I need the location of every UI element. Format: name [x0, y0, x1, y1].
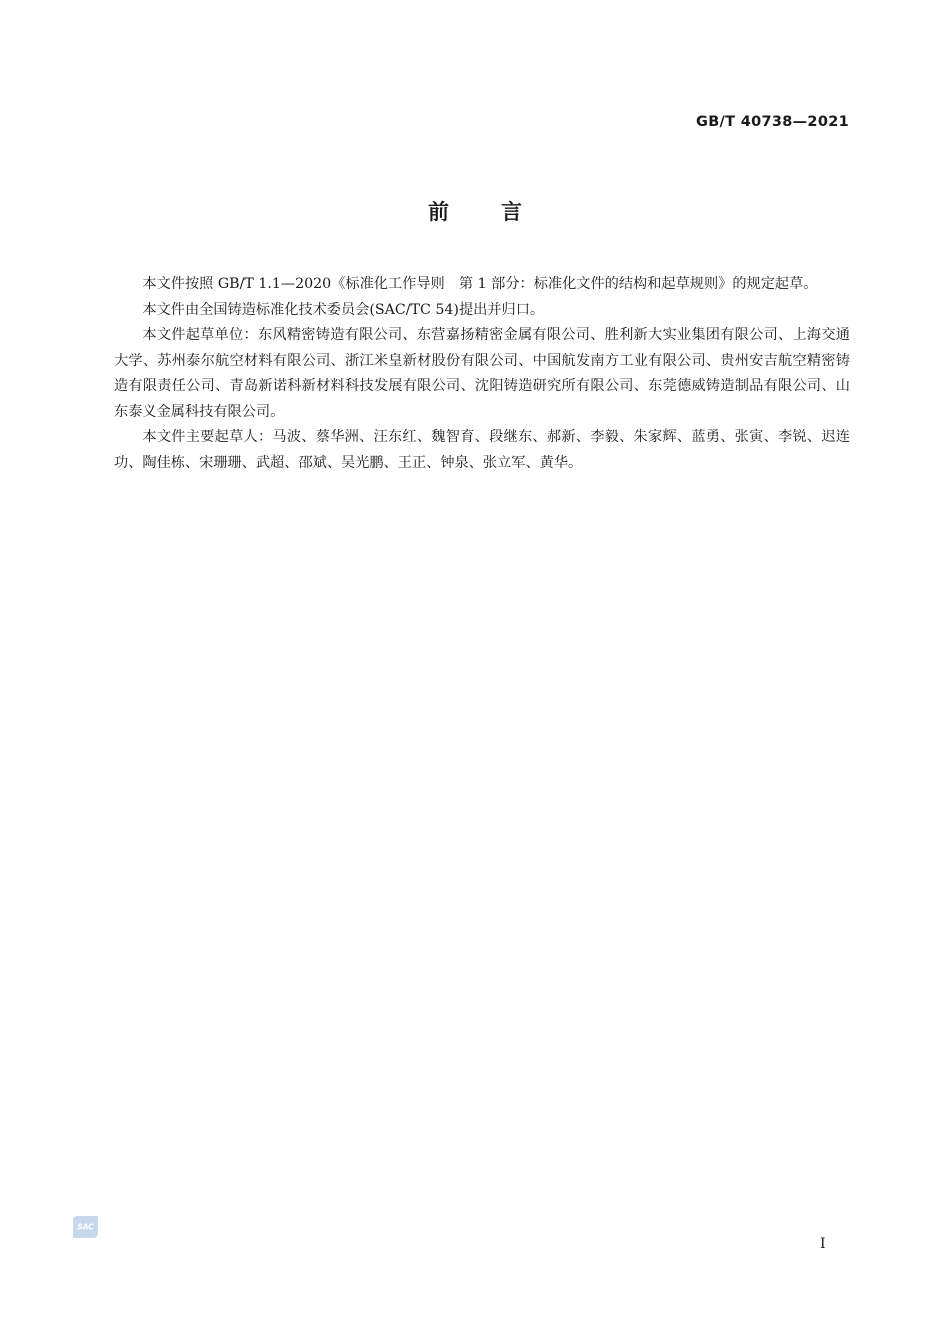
- paragraph-drafting-rules: 本文件按照 GB/T 1.1—2020《标准化工作导则 第 1 部分：标准化文件的结构和起草规则》的规定起草。: [142, 276, 818, 292]
- page-title: 前言: [428, 200, 574, 224]
- page-number: I: [820, 1236, 826, 1252]
- sac-logo-icon: [72, 1215, 99, 1239]
- sac-logo-text: SAC: [77, 1222, 94, 1232]
- paragraph-committee: 本文件由全国铸造标准化技术委员会(SAC/TC 54)提出并归口。: [142, 301, 545, 318]
- foreword-body: [114, 272, 850, 476]
- standard-code: GB/T 40738—2021: [696, 114, 849, 130]
- paragraph-drafting-units: 本文件起草单位：东风精密铸造有限公司、东营嘉扬精密金属有限公司、胜利新大实业集团有限公司、上海交通大学、苏州泰尔航空材料有限公司、浙江米皇新材股份有限公司、中国航发南方工业有限公司、贵州安吉航空精密铸造有限责任公司、青岛新诺科新材料科技发展有限公司、沈阳铸造研究所有限公司、东莞德威铸造制品有限公司、山东泰义金属科技有限公司。: [114, 327, 850, 420]
- paragraph-drafters: 本文件主要起草人：马波、蔡华洲、汪东红、魏智育、段继东、郝新、李毅、朱家辉、蓝勇、张寅、李锐、迟连功、陶佳栋、宋珊珊、武超、邵斌、吴光鹏、王正、钟泉、张立军、黄华。: [114, 429, 850, 471]
